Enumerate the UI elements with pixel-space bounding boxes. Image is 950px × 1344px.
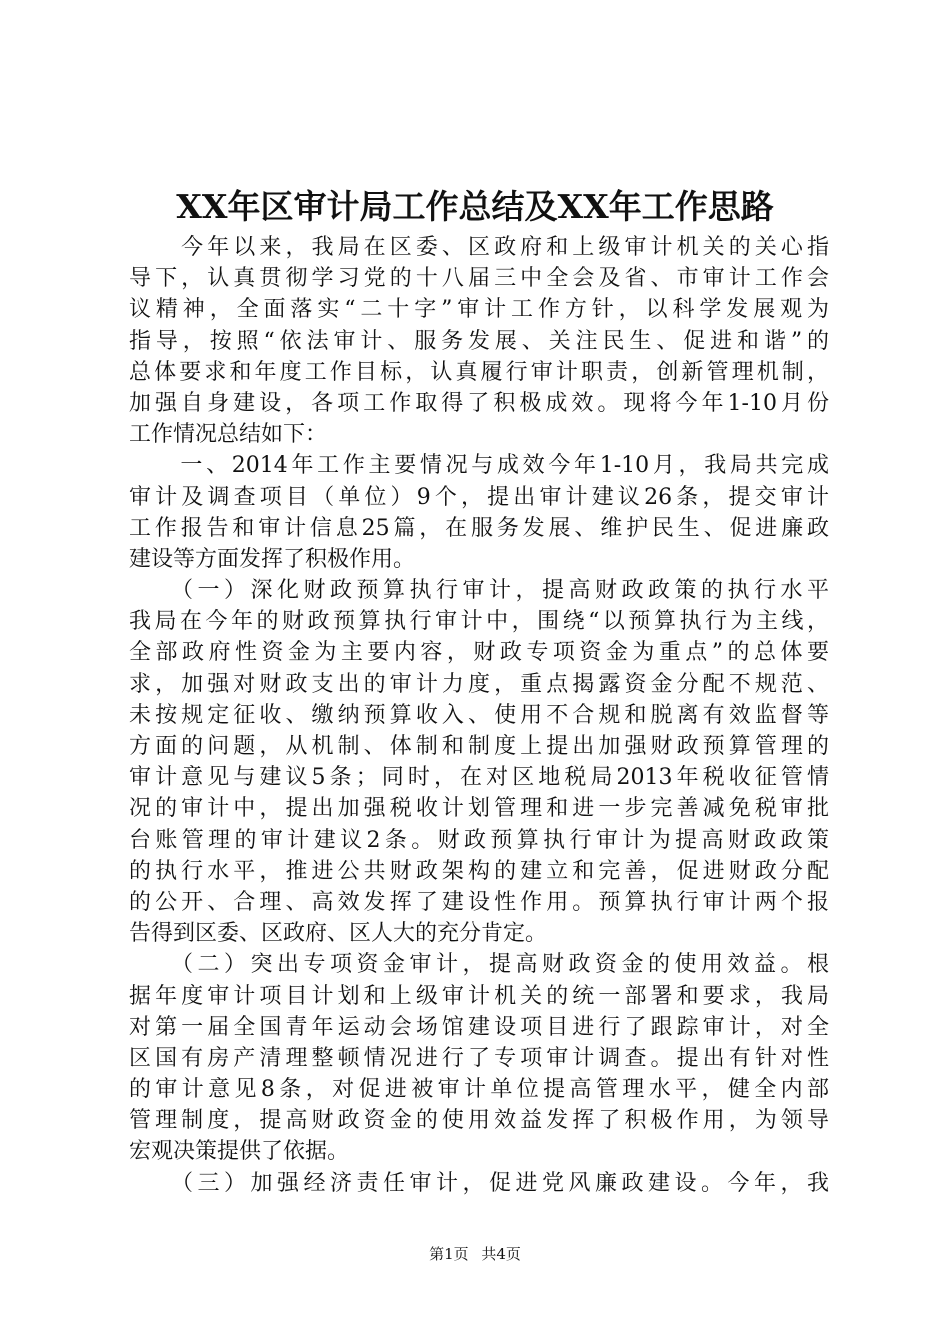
body-line: 我局在今年的财政预算执行审计中，围绕“以预算执行为主线， <box>129 609 829 635</box>
body-line: 台账管理的审计建议2条。财政预算执行审计为提高财政政策 <box>129 827 829 853</box>
body-line: （三）加强经济责任审计，促进党风廉政建设。今年，我 <box>129 1170 829 1196</box>
body-line: 今年以来，我局在区委、区政府和上级审计机关的关心指 <box>129 235 829 260</box>
body-line: 议精神，全面落实“二十字”审计工作方针，以科学发展观为 <box>129 297 829 323</box>
document-body <box>129 232 829 1199</box>
page-number: 第1页 <box>429 1245 469 1263</box>
body-line: 审计意见与建议5条；同时，在对区地税局2013年税收征管情 <box>129 765 829 791</box>
body-line: 的执行水平，推进公共财政架构的建立和完善，促进财政分配 <box>129 858 829 884</box>
body-line: 管理制度，提高财政资金的使用效益发挥了积极作用，为领导 <box>129 1108 829 1134</box>
body-line: （二）突出专项资金审计，提高财政资金的使用效益。根 <box>129 952 829 978</box>
body-line: 总体要求和年度工作目标，认真履行审计职责，创新管理机制， <box>129 359 829 385</box>
body-line: 建设等方面发挥了积极作用。 <box>129 546 416 572</box>
body-line: 加强自身建设，各项工作取得了积极成效。现将今年1-10月份 <box>129 390 829 416</box>
body-line: 宏观决策提供了依据。 <box>129 1139 350 1165</box>
body-line: 区国有房产清理整顿情况进行了专项审计调查。提出有针对性 <box>129 1045 829 1071</box>
body-line: 对第一届全国青年运动会场馆建设项目进行了跟踪审计，对全 <box>129 1014 829 1040</box>
body-line: 工作情况总结如下： <box>129 422 328 448</box>
body-line: 一、2014年工作主要情况与成效今年1-10月，我局共完成 <box>129 453 829 479</box>
page-footer <box>0 1244 950 1264</box>
body-line: 工作报告和审计信息25篇，在服务发展、维护民生、促进廉政 <box>129 515 829 541</box>
body-line: 据年度审计项目计划和上级审计机关的统一部署和要求，我局 <box>129 983 829 1009</box>
page-total: 共4页 <box>481 1245 521 1263</box>
body-line: 全部政府性资金为主要内容，财政专项资金为重点”的总体要 <box>129 640 829 666</box>
body-line: 的审计意见8条，对促进被审计单位提高管理水平，健全内部 <box>129 1077 829 1103</box>
body-line: 况的审计中，提出加强税收计划管理和进一步完善减免税审批 <box>129 796 829 822</box>
body-line: 导下，认真贯彻学习党的十八届三中全会及省、市审计工作会 <box>129 266 829 292</box>
body-line: 方面的问题，从机制、体制和制度上提出加强财政预算管理的 <box>129 734 829 759</box>
body-line: 的公开、合理、高效发挥了建设性作用。预算执行审计两个报 <box>129 889 829 915</box>
body-line: （一）深化财政预算执行审计，提高财政政策的执行水平 <box>129 578 829 604</box>
body-line: 求，加强对财政支出的审计力度，重点揭露资金分配不规范、 <box>129 671 829 697</box>
body-line: 告得到区委、区政府、区人大的充分肯定。 <box>129 921 548 947</box>
document-title: XX年区审计局工作总结及XX年工作思路 <box>176 187 774 226</box>
body-line: 审计及调查项目（单位）9个，提出审计建议26条，提交审计 <box>129 484 829 510</box>
body-line: 指导，按照“依法审计、服务发展、关注民生、促进和谐”的 <box>129 328 829 354</box>
body-line: 未按规定征收、缴纳预算收入、使用不合规和脱离有效监督等 <box>129 702 829 728</box>
